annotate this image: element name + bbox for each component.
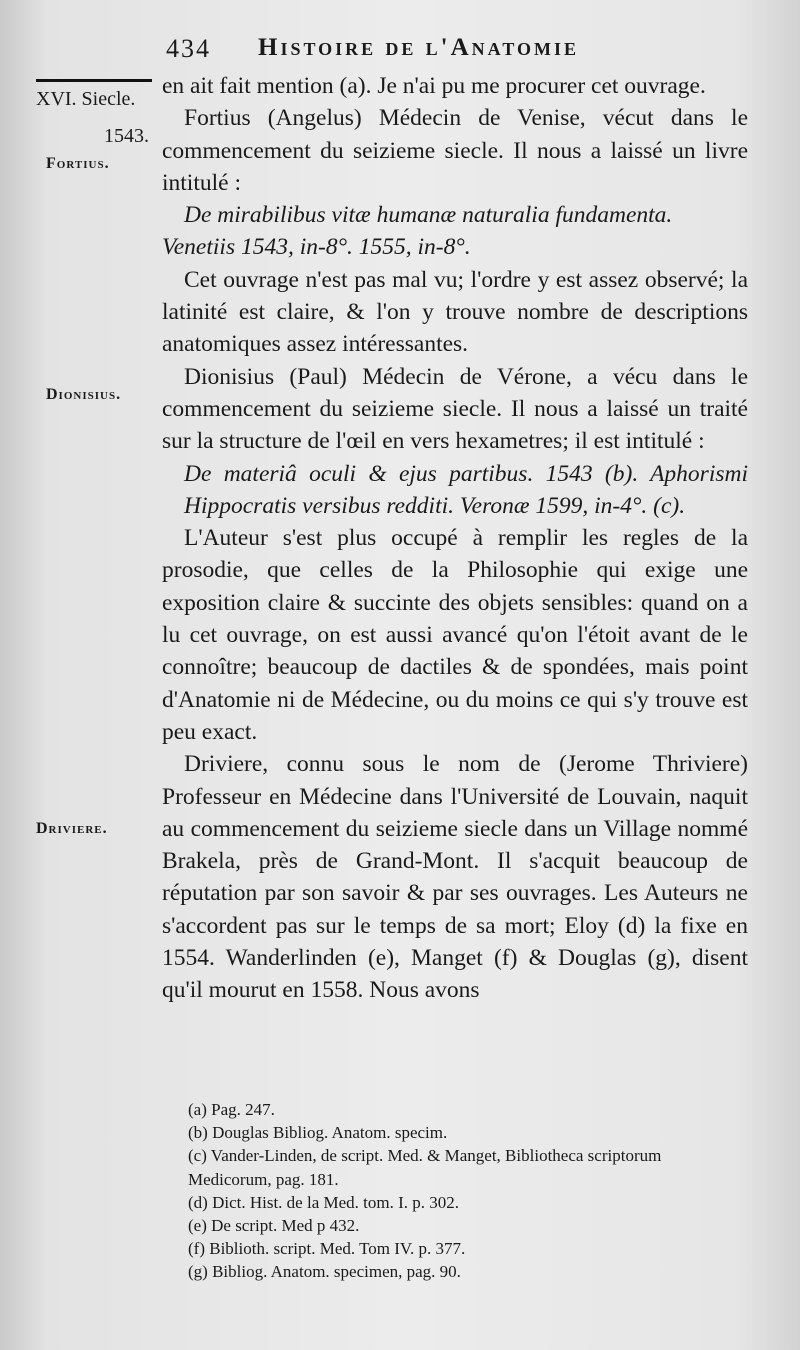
margin-rule: [36, 79, 152, 82]
book-titles-dionisius: De materiâ oculi & ejus partibus. 1543 (b). Aphorismi Hippocratis versibus redditi. Veronæ 1599, in-4°. (c).: [184, 460, 748, 519]
book-title-fortius: De mirabilibus vitæ humanæ naturalia fundamenta.: [184, 202, 673, 229]
footnote-a: (a) Pag. 247.: [188, 1100, 275, 1119]
margin-note-driviere: Driviere.: [36, 820, 108, 837]
footnote-b: (b) Douglas Bibliog. Anatom. specim.: [188, 1123, 448, 1143]
footnote-d: (d) Dict. Hist. de la Med. tom. I. p. 302.: [188, 1192, 460, 1212]
paragraph-fortius-review: Cet ouvrage n'est pas mal vu; l'ordre y est assez observé; la latinité est claire, & l'on y trouve nombre de descriptions anatomiques assez intéressantes.: [162, 266, 748, 358]
running-title: Histoire de l'Anatomie: [258, 34, 580, 61]
paragraph-driviere: Driviere, connu sous le nom de (Jerome Thriviere) Professeur en Médecine dans l'Université de Louvain, naquit au commencement du seizieme siecle dans un Village nommé Brakela, près de Grand-Mont. Il s'acquit beaucoup de réputation par son savoir & par ses ouvrages. Les Auteurs ne s'accordent pas sur le temps de sa mort; Eloy (d) la fixe en 1554. Wanderlinden (e), Manget (f) & Douglas (g), disent qu'il mourut en 1558. Nous avons: [162, 751, 748, 1004]
footnote-g: (g) Bibliog. Anatom. specimen, pag. 90.: [188, 1262, 461, 1282]
main-text: [162, 70, 748, 1007]
margin-note-fortius: Fortius.: [46, 155, 110, 172]
paragraph-continuation: en ait fait mention (a). Je n'ai pu me procurer cet ouvrage.: [162, 73, 706, 99]
footnote-c: (c) Vander-Linden, de script. Med. & Manget, Bibliotheca scriptorum Medicorum, pag. 181.: [188, 1146, 662, 1189]
imprint-fortius: Venetiis 1543, in-8°. 1555, in-8°.: [162, 234, 471, 261]
footnotes: [188, 1098, 748, 1284]
margin-note-century: XVI. Siecle.: [36, 88, 136, 110]
footnote-f: (f) Biblioth. script. Med. Tom IV. p. 377.: [188, 1239, 466, 1259]
paragraph-dionisius-review: L'Auteur s'est plus occupé à remplir les regles de la prosodie, que celles de la Philosophie qui exige une exposition claire & succinte des objets sensibles: quand on a lu cet ouvrage, on est aussi avancé qu'on l'étoit avant de le connoître; beaucoup de dactiles & de spondées, mais point d'Anatomie ni de Médecine, ou du moins ce qui s'y trouve est peu exact.: [162, 525, 748, 745]
paragraph-fortius: Fortius (Angelus) Médecin de Venise, vécut dans le commencement du seizieme siecle. Il nous a laissé un livre intitulé :: [162, 105, 748, 196]
page-number: 434: [166, 34, 211, 63]
margin-note-year: 1543.: [104, 125, 149, 147]
margin-note-dionisius: Dionisius.: [46, 386, 122, 403]
paragraph-dionisius: Dionisius (Paul) Médecin de Vérone, a vécu dans le commencement du seizieme siecle. Il nous a laissé un traité sur la structure de l'œil en vers hexametres; il est intitulé :: [162, 363, 748, 455]
footnote-e: (e) De script. Med p 432.: [188, 1216, 360, 1236]
page-header: [160, 28, 750, 68]
